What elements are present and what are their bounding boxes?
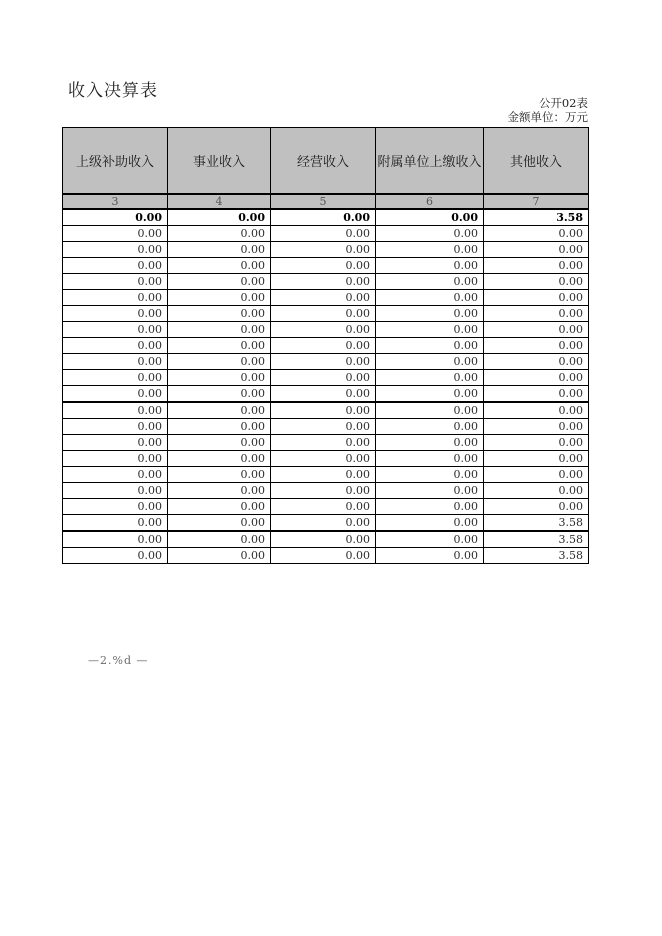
- value-cell: 0.00: [168, 305, 271, 321]
- table-row: [63, 209, 589, 226]
- table-row: [63, 466, 589, 482]
- value-cell: 0.00: [168, 273, 271, 289]
- unit-label: 金额单位：万元: [507, 110, 588, 124]
- value-cell: 0.00: [271, 241, 376, 257]
- value-cell: 0.00: [271, 531, 376, 548]
- value-cell: 0.00: [271, 257, 376, 273]
- value-cell: 3.58: [484, 547, 589, 563]
- value-cell: 0.00: [63, 418, 168, 434]
- col-header-operational-income: 事业收入: [168, 128, 271, 194]
- table-row: [63, 385, 589, 402]
- value-cell: 0.00: [168, 402, 271, 419]
- value-cell: 0.00: [271, 369, 376, 385]
- column-number: 4: [168, 194, 271, 209]
- table-row: [63, 547, 589, 563]
- value-cell: 0.00: [168, 466, 271, 482]
- value-cell: 0.00: [484, 450, 589, 466]
- value-cell: 3.58: [484, 531, 589, 548]
- value-cell: 0.00: [271, 289, 376, 305]
- value-cell: 0.00: [168, 498, 271, 514]
- value-cell: 0.00: [271, 209, 376, 226]
- value-cell: 0.00: [63, 369, 168, 385]
- col-header-superior-subsidy-income: 上级补助收入: [63, 128, 168, 194]
- table-row: [63, 450, 589, 466]
- value-cell: 0.00: [484, 418, 589, 434]
- value-cell: 0.00: [168, 450, 271, 466]
- value-cell: 0.00: [168, 257, 271, 273]
- table-row: [63, 353, 589, 369]
- doc-code-label: 公开02表: [538, 96, 588, 110]
- value-cell: 0.00: [63, 531, 168, 548]
- table-body: [63, 209, 589, 564]
- value-cell: 0.00: [168, 482, 271, 498]
- value-cell: 0.00: [376, 482, 484, 498]
- value-cell: 0.00: [376, 434, 484, 450]
- table-row: [63, 531, 589, 548]
- column-number: 5: [271, 194, 376, 209]
- value-cell: 0.00: [376, 257, 484, 273]
- value-cell: 0.00: [271, 337, 376, 353]
- value-cell: 0.00: [168, 385, 271, 402]
- value-cell: 0.00: [376, 498, 484, 514]
- value-cell: 0.00: [376, 402, 484, 419]
- value-cell: 0.00: [63, 273, 168, 289]
- value-cell: 0.00: [168, 289, 271, 305]
- value-cell: 0.00: [271, 385, 376, 402]
- col-header-business-income: 经营收入: [271, 128, 376, 194]
- value-cell: 0.00: [376, 547, 484, 563]
- value-cell: 0.00: [63, 466, 168, 482]
- value-cell: 0.00: [63, 434, 168, 450]
- value-cell: 0.00: [376, 531, 484, 548]
- value-cell: 0.00: [271, 482, 376, 498]
- value-cell: 0.00: [376, 337, 484, 353]
- value-cell: 0.00: [484, 353, 589, 369]
- value-cell: 0.00: [63, 547, 168, 563]
- value-cell: 0.00: [168, 241, 271, 257]
- value-cell: 0.00: [484, 498, 589, 514]
- value-cell: 0.00: [63, 289, 168, 305]
- table-row: [63, 337, 589, 353]
- table-row: [63, 257, 589, 273]
- table-row: [63, 482, 589, 498]
- value-cell: 0.00: [63, 305, 168, 321]
- value-cell: 0.00: [168, 418, 271, 434]
- table-row: [63, 369, 589, 385]
- value-cell: 0.00: [376, 385, 484, 402]
- value-cell: 0.00: [271, 273, 376, 289]
- value-cell: 0.00: [63, 257, 168, 273]
- value-cell: 0.00: [484, 385, 589, 402]
- value-cell: 0.00: [271, 498, 376, 514]
- value-cell: 0.00: [63, 321, 168, 337]
- table-row: [63, 514, 589, 531]
- value-cell: 0.00: [63, 402, 168, 419]
- value-cell: 0.00: [376, 450, 484, 466]
- value-cell: 0.00: [376, 273, 484, 289]
- income-table: [62, 127, 589, 564]
- table-row: [63, 498, 589, 514]
- table-row: [63, 289, 589, 305]
- value-cell: 0.00: [376, 353, 484, 369]
- value-cell: 0.00: [484, 241, 589, 257]
- value-cell: 0.00: [271, 418, 376, 434]
- value-cell: 0.00: [376, 305, 484, 321]
- value-cell: 0.00: [271, 514, 376, 531]
- value-cell: 0.00: [484, 434, 589, 450]
- value-cell: 0.00: [168, 514, 271, 531]
- column-number: 6: [376, 194, 484, 209]
- col-header-affiliated-unit-income: 附属单位上缴收入: [376, 128, 484, 194]
- value-cell: 0.00: [484, 289, 589, 305]
- table-row: [63, 418, 589, 434]
- value-cell: 0.00: [484, 257, 589, 273]
- value-cell: 0.00: [376, 289, 484, 305]
- value-cell: 3.58: [484, 209, 589, 226]
- value-cell: 0.00: [63, 450, 168, 466]
- value-cell: 0.00: [484, 321, 589, 337]
- value-cell: 0.00: [63, 241, 168, 257]
- value-cell: 0.00: [271, 466, 376, 482]
- header-row: [63, 128, 589, 194]
- table-row: [63, 434, 589, 450]
- value-cell: 0.00: [168, 225, 271, 241]
- value-cell: 0.00: [376, 209, 484, 226]
- value-cell: 0.00: [271, 402, 376, 419]
- value-cell: 0.00: [376, 321, 484, 337]
- table-row: [63, 273, 589, 289]
- value-cell: 3.58: [484, 514, 589, 531]
- value-cell: 0.00: [271, 353, 376, 369]
- value-cell: 0.00: [376, 369, 484, 385]
- value-cell: 0.00: [376, 514, 484, 531]
- value-cell: 0.00: [168, 531, 271, 548]
- value-cell: 0.00: [168, 353, 271, 369]
- value-cell: 0.00: [484, 482, 589, 498]
- footer-page-label: —2.%d —: [88, 654, 149, 667]
- value-cell: 0.00: [63, 385, 168, 402]
- value-cell: 0.00: [484, 273, 589, 289]
- value-cell: 0.00: [484, 337, 589, 353]
- value-cell: 0.00: [376, 418, 484, 434]
- column-number: 7: [484, 194, 589, 209]
- value-cell: 0.00: [271, 225, 376, 241]
- column-number: 3: [63, 194, 168, 209]
- value-cell: 0.00: [484, 225, 589, 241]
- value-cell: 0.00: [63, 498, 168, 514]
- value-cell: 0.00: [271, 321, 376, 337]
- table-row: [63, 241, 589, 257]
- value-cell: 0.00: [376, 225, 484, 241]
- value-cell: 0.00: [271, 547, 376, 563]
- value-cell: 0.00: [63, 209, 168, 226]
- value-cell: 0.00: [168, 209, 271, 226]
- value-cell: 0.00: [168, 321, 271, 337]
- value-cell: 0.00: [376, 466, 484, 482]
- page-title: 收入决算表: [68, 81, 158, 101]
- value-cell: 0.00: [271, 434, 376, 450]
- table-row: [63, 402, 589, 419]
- value-cell: 0.00: [168, 434, 271, 450]
- col-header-other-income: 其他收入: [484, 128, 589, 194]
- value-cell: 0.00: [168, 369, 271, 385]
- value-cell: 0.00: [484, 402, 589, 419]
- column-number-row: [63, 194, 589, 209]
- value-cell: 0.00: [168, 337, 271, 353]
- value-cell: 0.00: [63, 482, 168, 498]
- value-cell: 0.00: [63, 514, 168, 531]
- value-cell: 0.00: [63, 225, 168, 241]
- value-cell: 0.00: [63, 337, 168, 353]
- value-cell: 0.00: [271, 305, 376, 321]
- value-cell: 0.00: [376, 241, 484, 257]
- table-row: [63, 305, 589, 321]
- value-cell: 0.00: [168, 547, 271, 563]
- value-cell: 0.00: [484, 369, 589, 385]
- income-table-container: [62, 127, 589, 564]
- value-cell: 0.00: [484, 466, 589, 482]
- table-row: [63, 321, 589, 337]
- table-row: [63, 225, 589, 241]
- value-cell: 0.00: [484, 305, 589, 321]
- value-cell: 0.00: [271, 450, 376, 466]
- value-cell: 0.00: [63, 353, 168, 369]
- table-meta: [508, 96, 589, 124]
